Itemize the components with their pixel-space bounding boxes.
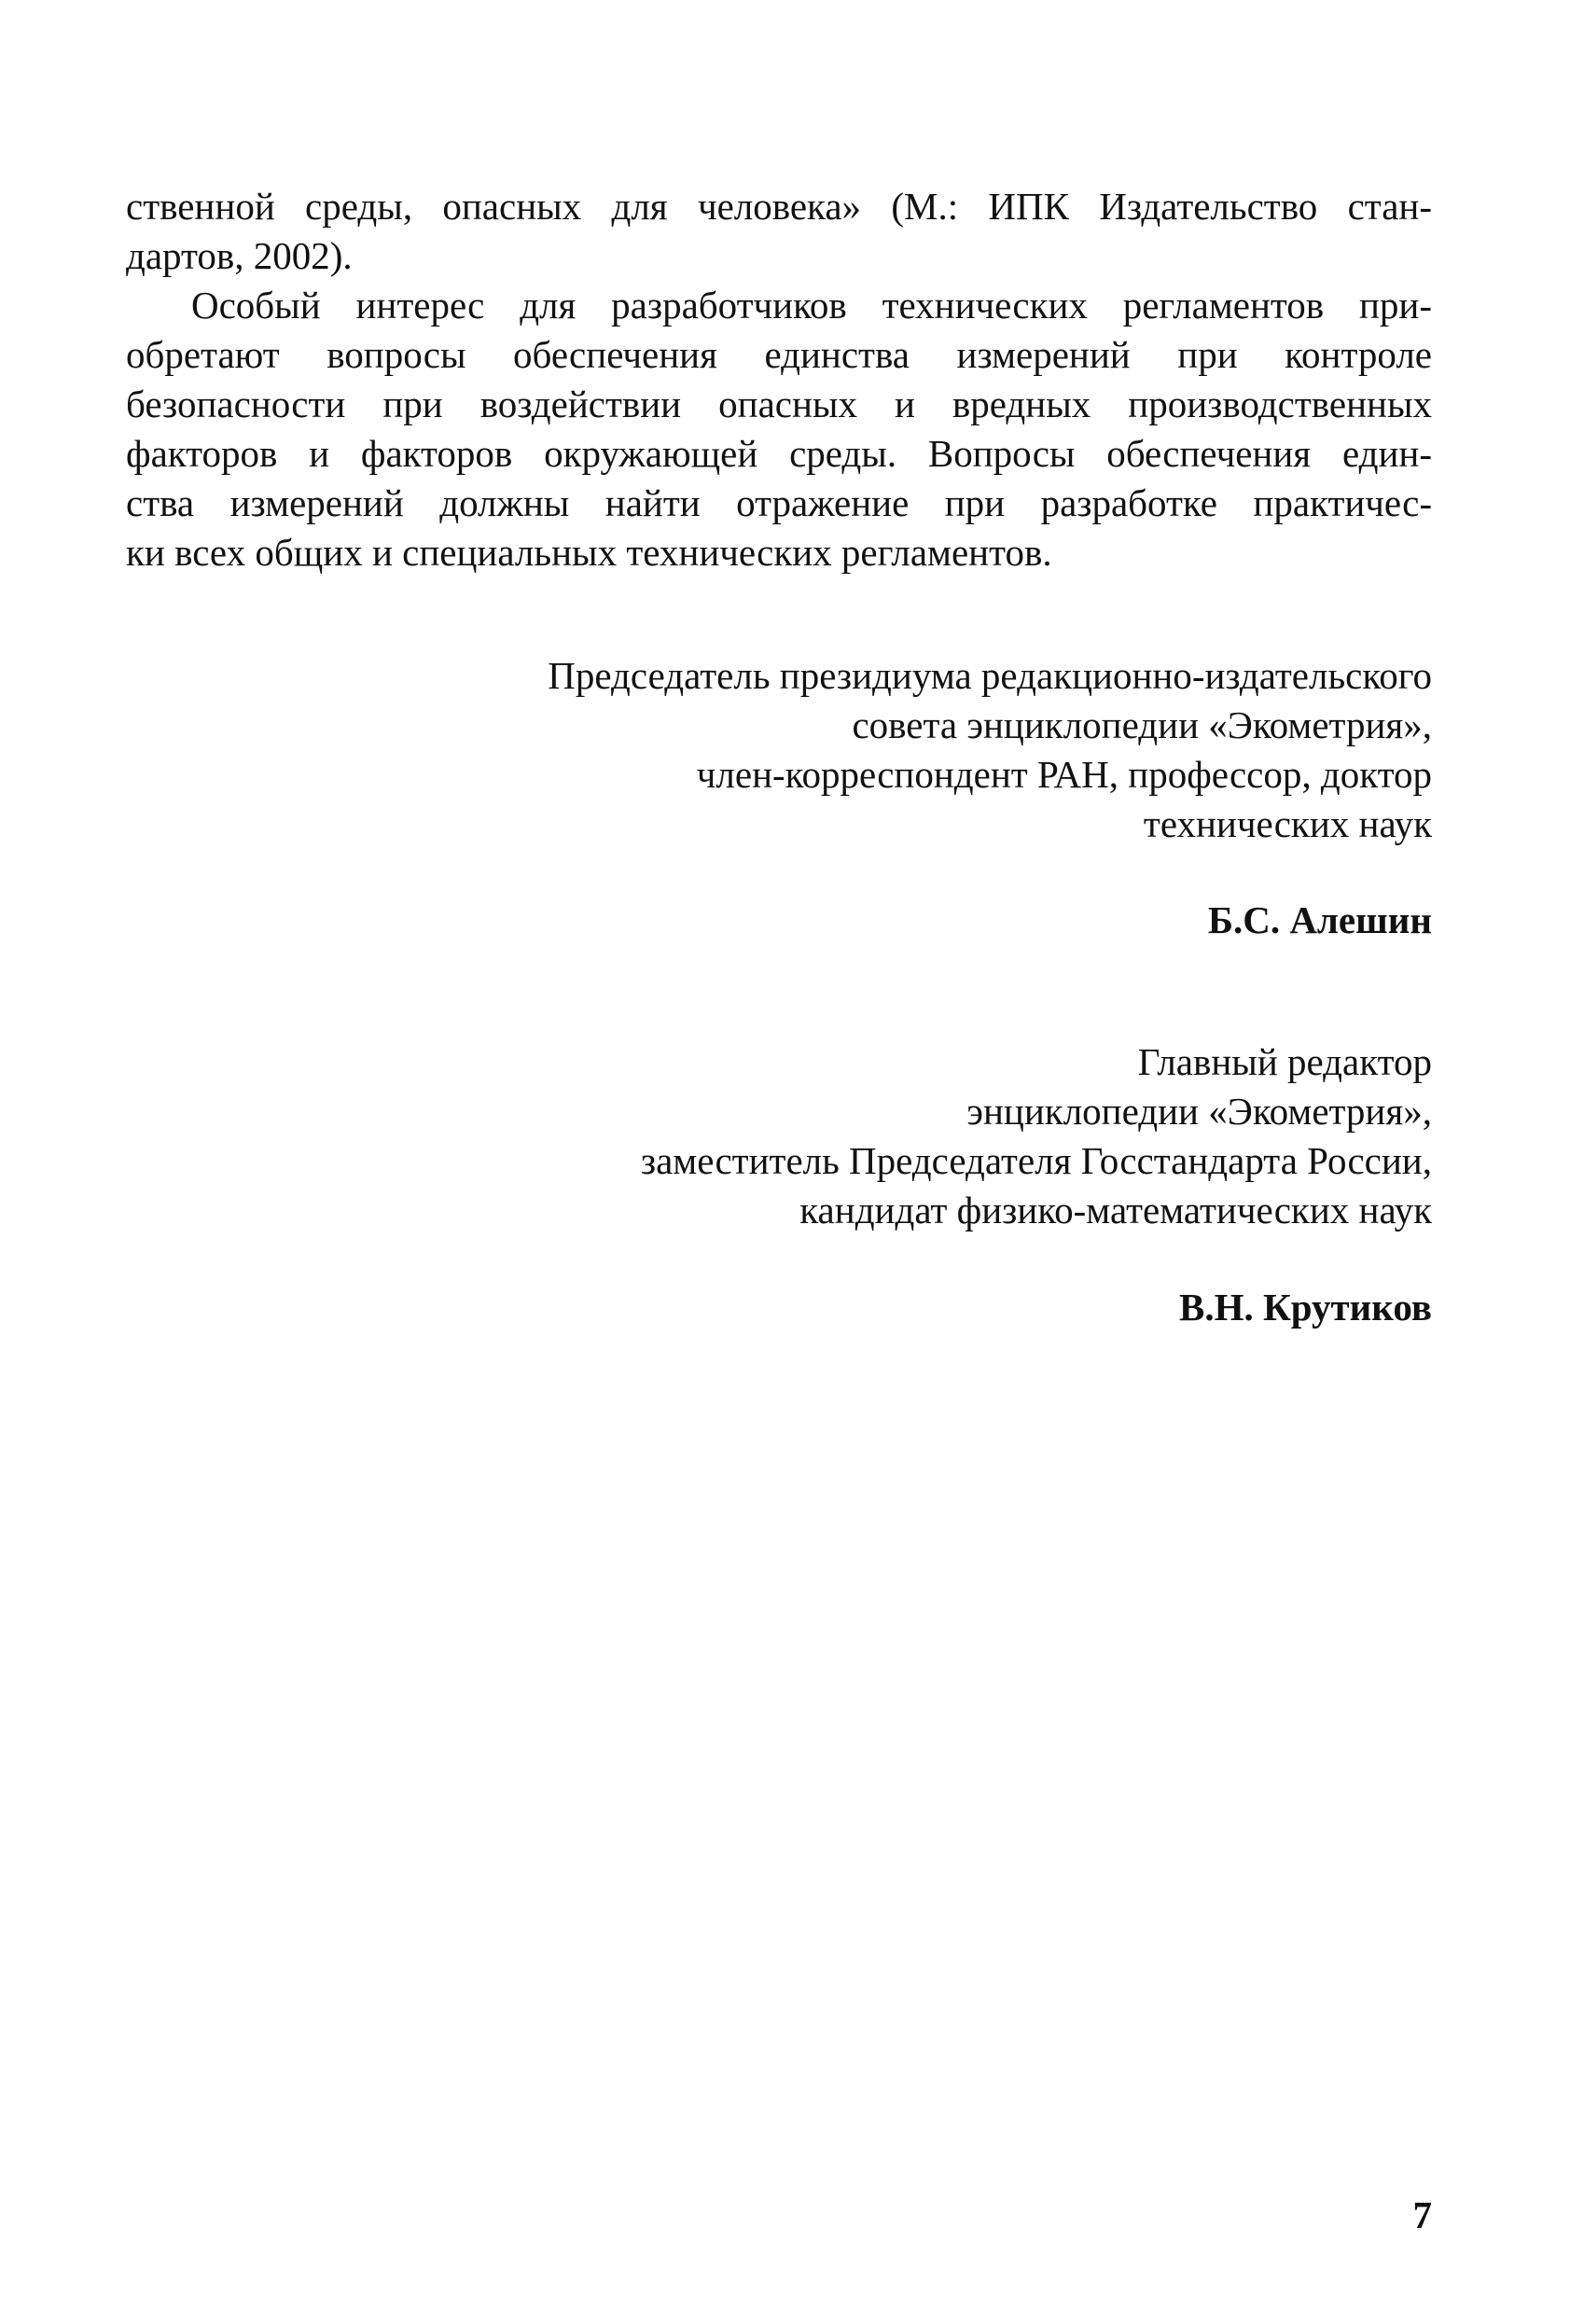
signature-line: технических наук bbox=[1143, 802, 1432, 845]
signature-line: член-корреспондент РАН, профессор, доктор bbox=[696, 753, 1432, 796]
paragraph-continuation bbox=[126, 182, 1432, 281]
text-line: факторов и факторов окружающей среды. Вопросы обеспечения един- bbox=[126, 432, 1432, 475]
signature-line: совета энциклопедии «Экометрия», bbox=[852, 703, 1432, 746]
text-line: Особый интерес для разработчиков технических регламентов при- bbox=[191, 284, 1432, 327]
text-line: дартов, 2002). bbox=[126, 234, 353, 277]
text-line: ства измерений должны найти отражение при разработке практичес- bbox=[126, 481, 1432, 524]
signature-line: кандидат физико-математических наук bbox=[799, 1189, 1432, 1232]
signature-line: Председатель президиума редакционно-издательского bbox=[548, 654, 1432, 697]
text-line: ственной среды, опасных для человека» (М.: ИПК Издательство стан- bbox=[126, 185, 1432, 228]
text-line: безопасности при воздействии опасных и вредных производственных bbox=[126, 383, 1432, 425]
text-line: обретают вопросы обеспечения единства измерений при контроле bbox=[126, 333, 1432, 376]
text-line: ки всех общих и специальных технических регламентов. bbox=[126, 531, 1052, 574]
signature-name-aleshin: Б.С. Алешин bbox=[1207, 898, 1432, 941]
signature-title-krutikov bbox=[313, 1037, 1432, 1235]
signature-title-aleshin bbox=[313, 651, 1432, 849]
signature-line: энциклопедии «Экометрия», bbox=[966, 1090, 1432, 1133]
signature-line: заместитель Председателя Госстандарта России, bbox=[640, 1139, 1432, 1182]
page-number: 7 bbox=[1412, 2193, 1432, 2236]
paragraph-main bbox=[126, 281, 1432, 578]
signature-name-krutikov: В.Н. Крутиков bbox=[1179, 1286, 1432, 1329]
signature-line: Главный редактор bbox=[1137, 1040, 1432, 1083]
